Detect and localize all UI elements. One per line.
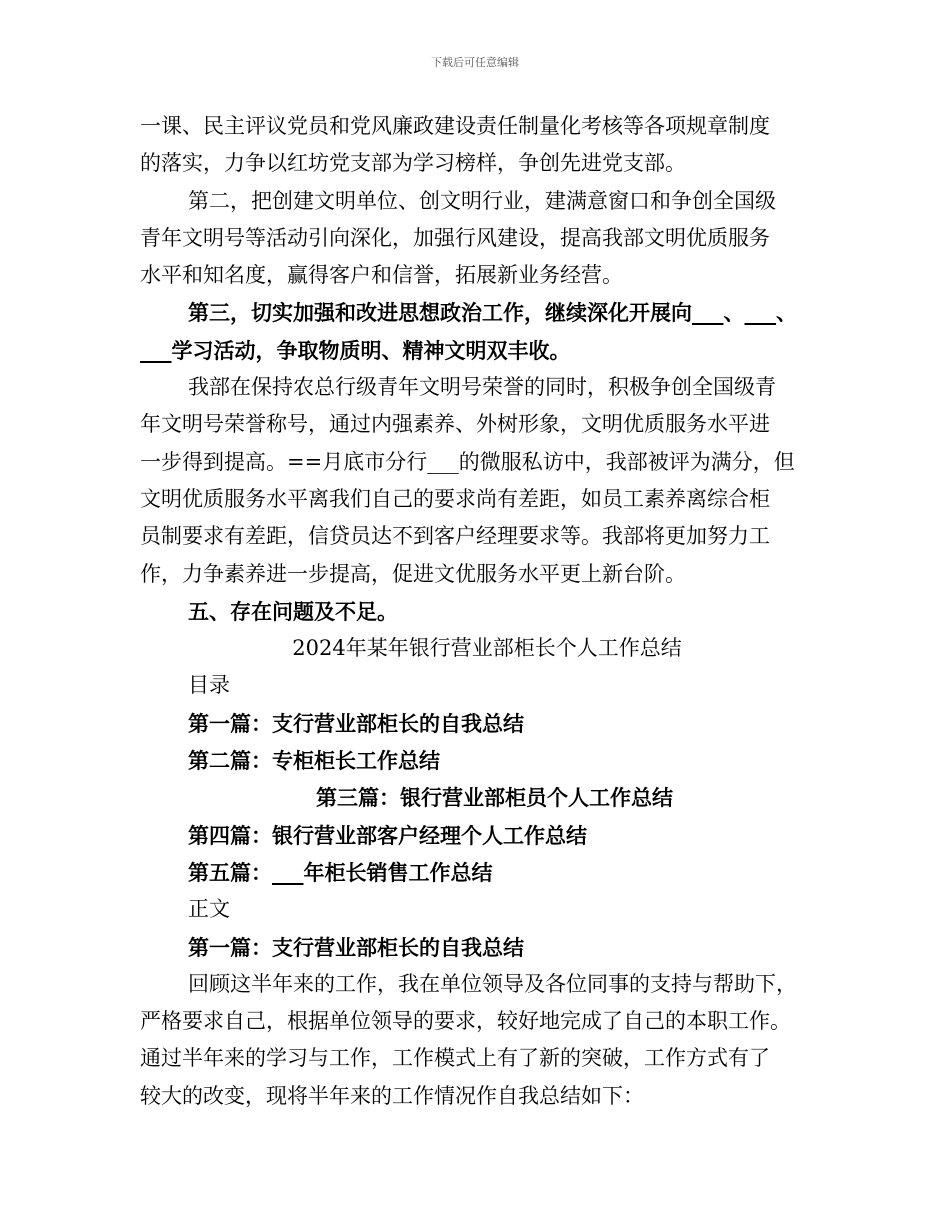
toc-heading: 目录	[188, 673, 230, 698]
toc-item: 第一篇：支行营业部柜长的自我总结	[188, 710, 524, 736]
text-line: 我部在保持农总行级青年文明号荣誉的同时，积极争创全国级青	[188, 375, 776, 400]
page-header: 下载后可任意编辑	[431, 56, 519, 69]
text-line: 回顾这半年来的工作，我在单位领导及各位同事的支持与帮助下，	[188, 971, 797, 996]
body-heading: 正文	[188, 897, 230, 922]
text-line: 一步得到提高。==月底市分行___的微服私访中，我部被评为满分，但	[140, 449, 795, 474]
text-line: 第三，切实加强和改进思想政治工作，继续深化开展向___、___、	[188, 300, 797, 326]
text-line: 年文明号荣誉称号，通过内强素养、外树形象，文明优质服务水平进	[140, 412, 770, 437]
document-body	[140, 108, 820, 1115]
text-line: 青年文明号等活动引向深化，加强行风建设，提高我部文明优质服务	[140, 225, 770, 250]
text-line: 员制要求有差距，信贷员达不到客户经理要求等。我部将更加努力工	[140, 524, 770, 549]
chapter-heading: 第一篇：支行营业部柜长的自我总结	[188, 934, 524, 960]
text-line: 严格要求自己，根据单位领导的要求，较好地完成了自己的本职工作。	[140, 1009, 791, 1034]
toc-item: 第二篇：专柜柜长工作总结	[188, 748, 440, 774]
text-line: 水平和知名度，赢得客户和信誉，拓展新业务经营。	[140, 263, 623, 288]
text-line: 的落实，力争以红坊党支部为学习榜样，争创先进党支部。	[140, 151, 686, 176]
text-line: 一课、民主评议党员和党风廉政建设责任制量化考核等各项规章制度	[140, 114, 770, 138]
section-heading: 五、存在问题及不足。	[188, 598, 398, 624]
toc-item: 第五篇：___年柜长销售工作总结	[188, 859, 493, 885]
text-line: 文明优质服务水平离我们自己的要求尚有差距，如员工素养离综合柜	[140, 486, 770, 511]
toc-item: 第三篇：银行营业部柜员个人工作总结	[316, 785, 673, 811]
text-line: 作，力争素养进一步提高，促进文优服务水平更上新台阶。	[140, 561, 686, 586]
toc-item: 第四篇：银行营业部客户经理个人工作总结	[188, 822, 587, 848]
text-line: ___学习活动，争取物质明、精神文明双丰收。	[140, 337, 571, 363]
text-line: 较大的改变，现将半年来的工作情况作自我总结如下：	[140, 1083, 644, 1108]
text-line: 第二，把创建文明单位、创文明行业，建满意窗口和争创全国级	[188, 188, 776, 213]
text-line: 通过半年来的学习与工作，工作模式上有了新的突破，工作方式有了	[140, 1046, 770, 1071]
document-title: 2024年某年银行营业部柜长个人工作总结	[292, 636, 682, 661]
